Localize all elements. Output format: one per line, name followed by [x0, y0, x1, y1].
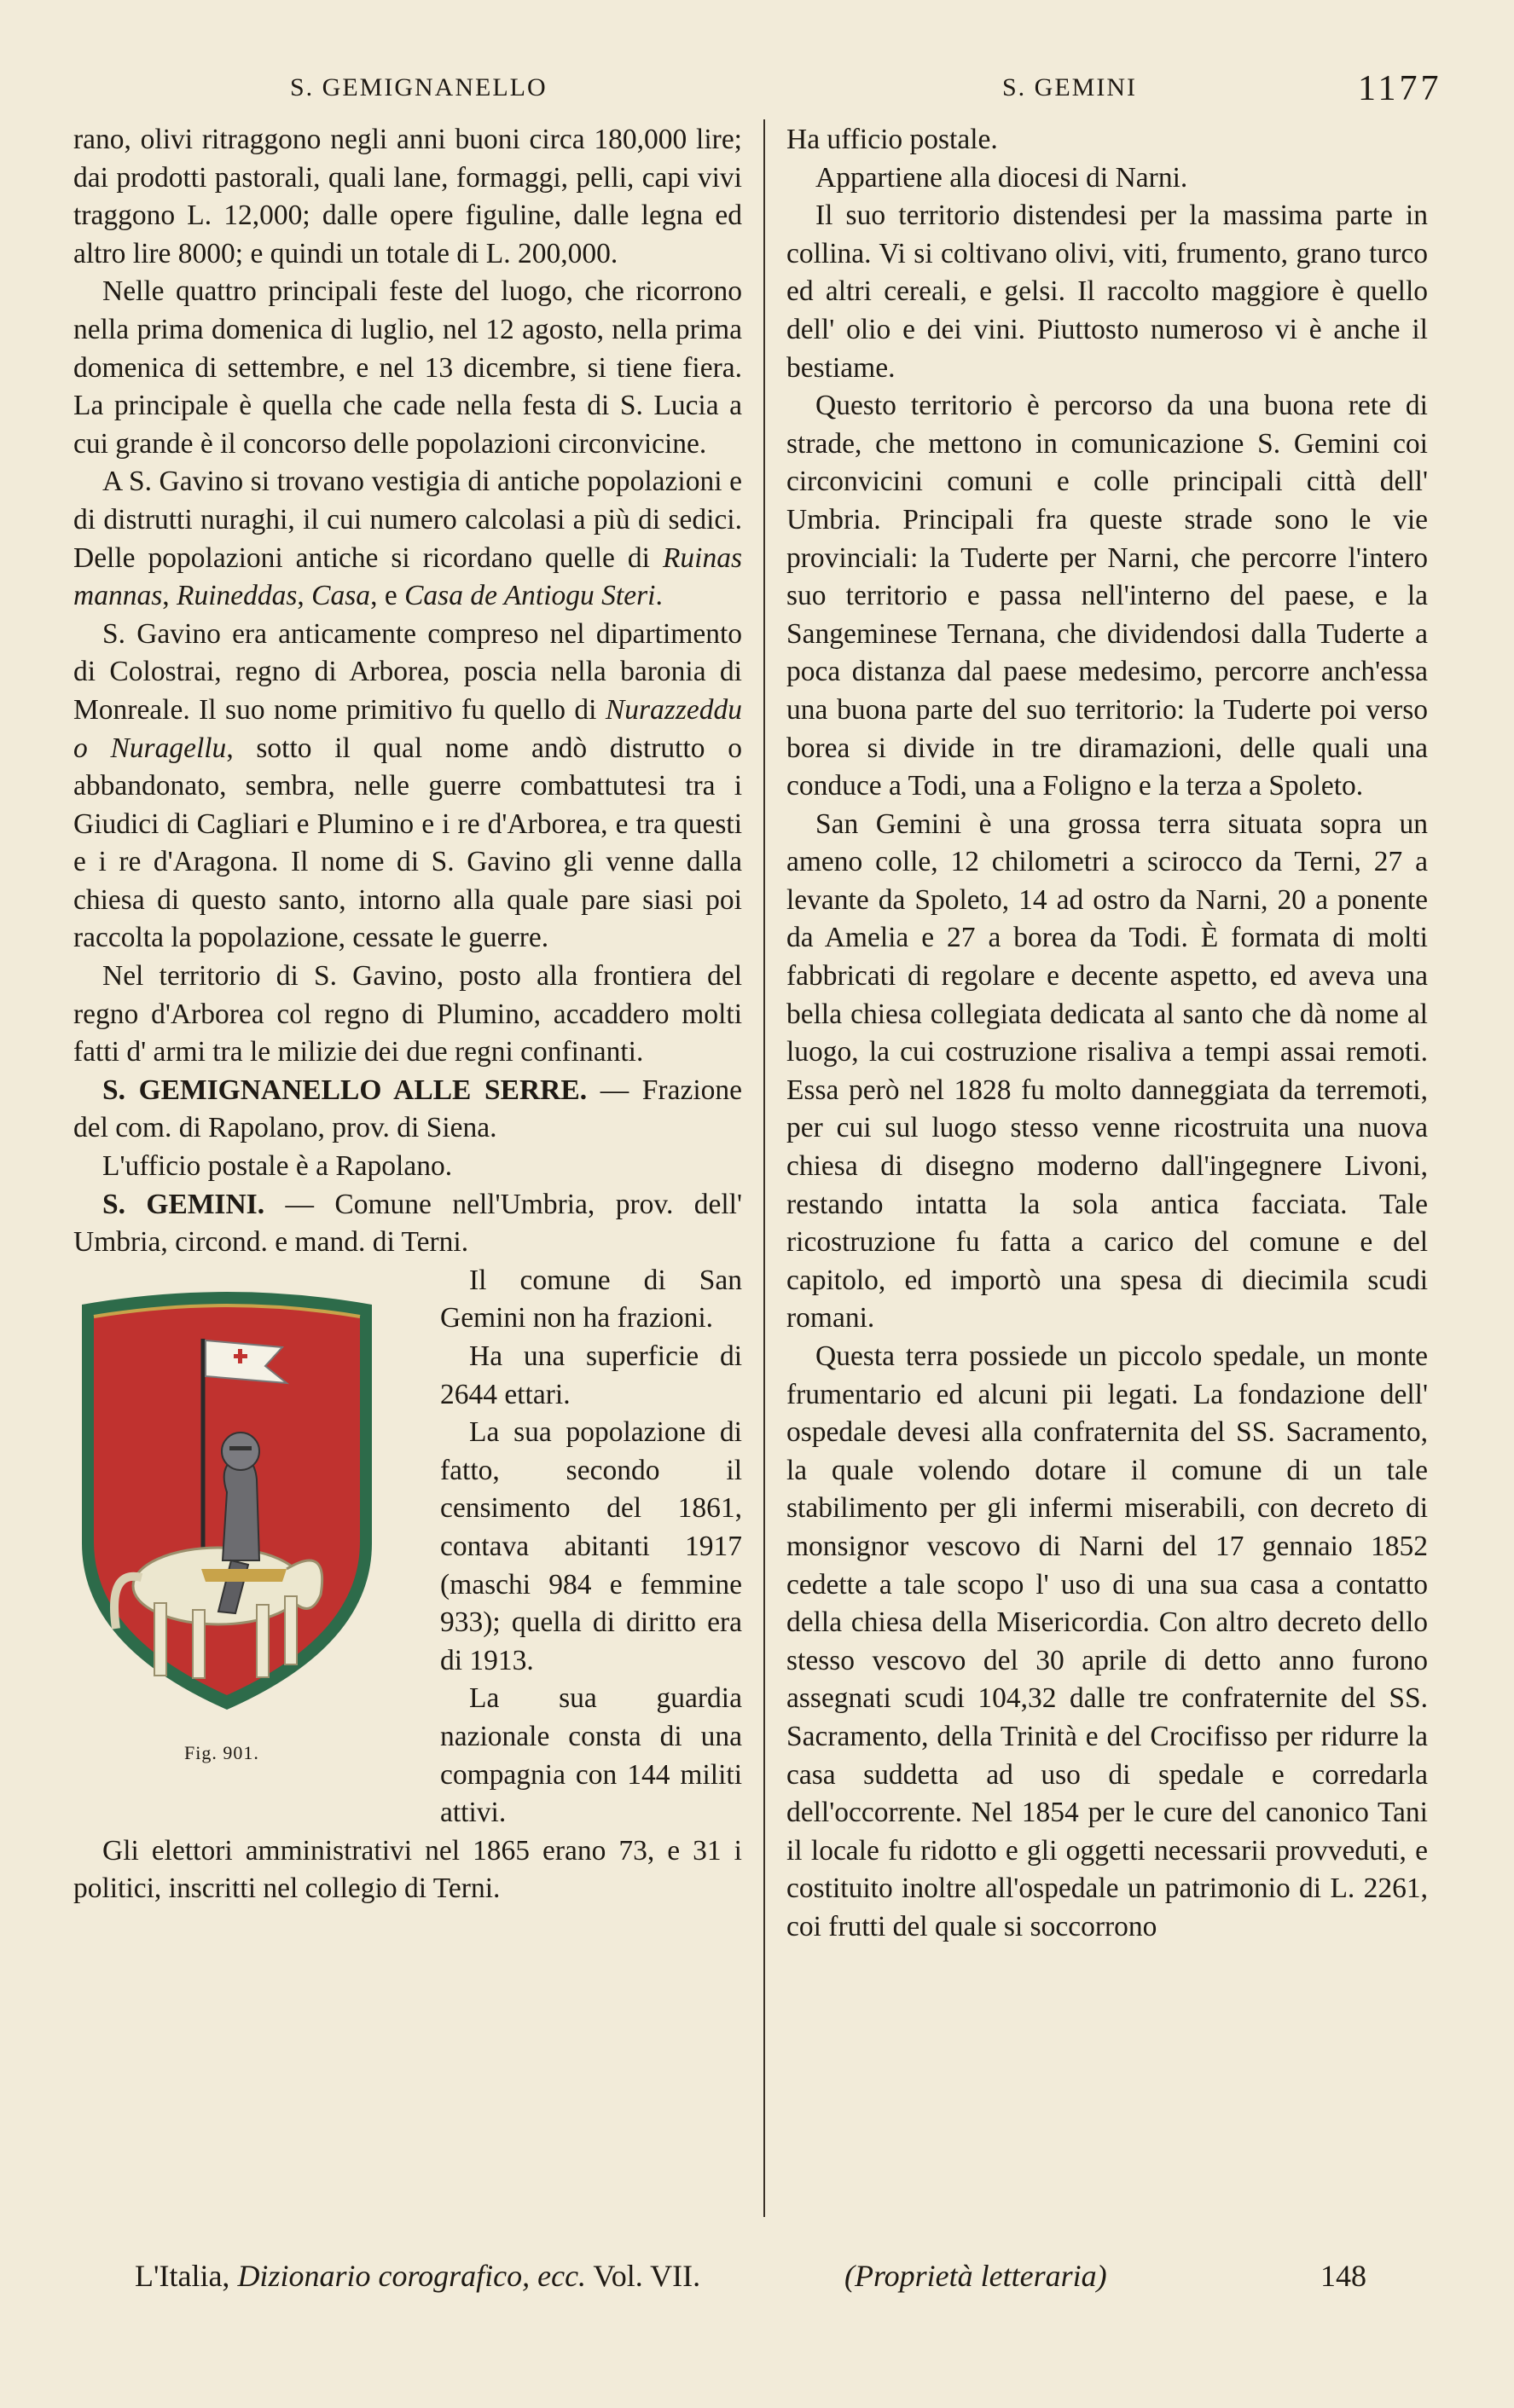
place-name: Nurazzeddu o Nuragellu: [73, 693, 742, 764]
place-name: Casa de Antiogu Steri: [404, 580, 656, 612]
footer-rights: (Proprietà letteraria): [844, 2259, 1107, 2293]
paragraph: Nel territorio di S. Gavino, posto alla frontiera del regno d'Arborea col regno di Plumino, accaddero molti fatti d' armi tra le milizie dei due regni confinanti.: [73, 960, 742, 1068]
place-name: Ruineddas: [176, 580, 298, 612]
figure-caption: Fig. 901.: [184, 1742, 259, 1764]
entry-heading: S. GEMIGNANELLO ALLE SERRE.: [102, 1074, 588, 1106]
page-number: 1177: [1358, 69, 1442, 108]
paragraph: Il suo territorio distendesi per la massima parte in collina. Vi si coltivano olivi, viti, frumento, grano turco ed altri cereali, e gelsi. Il raccolto maggiore è quello dell' olio e dei vini. Piuttosto numeroso vi è anche il bestiame.: [786, 200, 1428, 384]
paragraph: La sua popolazione di fatto, secondo il censimento del 1861, contava abitanti 1917 (maschi 984 e femmine 933); quella di diritto era di 1913.: [440, 1416, 742, 1676]
running-header-left: S. GEMIGNANELLO: [290, 73, 548, 101]
paragraph: L'ufficio postale è a Rapolano.: [102, 1150, 453, 1183]
column-divider: [763, 119, 765, 2217]
paragraph: Ha una superficie di 2644 ettari.: [440, 1340, 742, 1410]
paragraph: La sua guardia nazionale consta di una compagnia con 144 militi attivi.: [440, 1682, 742, 1829]
paragraph: A S. Gavino si trovano vestigia di antiche popolazioni e di distrutti nuraghi, il cui numero calcolasi a più di sedici. Delle popolazioni antiche si ricordano quelle di Ruinas mannas, Ruineddas, Casa, e Casa de Antiogu Steri.: [73, 466, 742, 612]
paragraph: Appartiene alla diocesi di Narni.: [815, 161, 1188, 194]
paragraph: San Gemini è una grossa terra situata sopra un ameno colle, 12 chilometri a scirocco da Terni, 27 a levante da Spoleto, 14 ad ostro da Narni, 20 a ponente da Amelia e 27 a borea da Todi. È formata di molti fabbricati di regolare e decente aspetto, ed aveva una bella chiesa collegiata dedicata al santo che dà nome al luogo, la cui costruzione risaliva a tempi assai remoti. Essa però nel 1828 fu molto danneggiata da terremoti, per cui sul luogo stesso venne ricostruita una nuova chiesa di disegno moderno dall'ingegnere Livoni, restando intatta la sola antica facciata. Tale ricostruzione fu fatta a carico del comune e del capitolo, ed importò una spesa di diecimila scudi romani.: [786, 807, 1428, 1334]
footer-citation: L'Italia, Dizionario corografico, ecc. Vol. VII.: [135, 2259, 701, 2293]
paragraph: Gli elettori amministrativi nel 1865 erano 73, e 31 i politici, inscritti nel collegio di Terni.: [73, 1834, 742, 1905]
paragraph: rano, olivi ritraggono negli anni buoni circa 180,000 lire; dai prodotti pastorali, quali lane, formaggi, pelli, capi vivi traggono L. 12,000; dalle opere figuline, dalle legna ed altro lire 8000; e quindi un totale di L. 200,000.: [73, 124, 742, 269]
paragraph: Questo territorio è percorso da una buona rete di strade, che mettono in comunicazione S. Gemini coi circonvicini comuni e colle principali città dell' Umbria. Principali fra queste strade sono le vie provinciali: la Tuderte per Narni, che percorre l'intero suo territorio e passa nell'interno del paese, e la Sangeminese Ternana, che dividendosi dalla Tuderte a poca distanza dal paese medesimo, percorre anch'essa una buona parte del suo territorio: la Tuderte poi verso borea si divide in tre diramazioni, delle quali una conduce a Todi, una a Foligno e la terza a Spoleto.: [786, 390, 1428, 802]
paragraph: Questa terra possiede un piccolo spedale, un monte frumentario ed alcuni pii legati. La fondazione dell' ospedale devesi alla confraternita del SS. Sacramento, la quale volendo dotare il comune di un tale stabilimento per gli infermi miserabili, con decreto di monsignor vescovo di Narni del 17 gennaio 1852 cedette a tale scopo l' uso di una sua casa a contatto della chiesa della Misericordia. Con altro decreto dello stesso vescovo del 30 aprile di detto anno furono assegnati scudi 104,32 dalle tre confraternite del SS. Sacramento, della Trinità e del Crocifisso per ridurre la casa suddetta ad uso di spedale e corredarla dell'occorrente. Nel 1854 per le cure del canonico Tani il locale fu ridotto e gli oggetti necessarii provveduti, e costituito inoltre all'ospedale un patrimonio di L. 2261, coi frutti del quale si soccorrono: [786, 1340, 1428, 1942]
paragraph: Il comune di San Gemini non ha frazioni.: [440, 1264, 742, 1334]
paragraph: S. Gavino era anticamente compreso nel dipartimento di Colostrai, regno di Arborea, poscia nella baronia di Monreale. Il suo nome primitivo fu quello di Nurazzeddu o Nuragellu, sotto il qual nome andò distrutto o abbandonato, sembra, nelle guerre combattutesi tra i Giudici di Cagliari e Plumino e i re d'Arborea, e tra questi e i re d'Aragona. Il nome di S. Gavino gli venne dalla chiesa di questo santo, intorno alla quale pare siasi poi raccolta la popolazione, cessate le guerre.: [73, 617, 742, 954]
entry-gemini: S. GEMINI. — Comune nell'Umbria, prov. dell' Umbria, circond. e mand. di Terni.: [73, 1188, 742, 1259]
entry-gemignanello: S. GEMIGNANELLO ALLE SERRE. — Frazione del com. di Rapolano, prov. di Siena.: [73, 1074, 742, 1144]
paragraph: Nelle quattro principali feste del luogo, che ricorrono nella prima domenica di luglio, nel 12 agosto, nella prima domenica di settembre, e nel 13 dicembre, si tiene fiera. La principale è quella che cade nella festa di S. Lucia a cui grande è il concorso delle popolazioni circonvicine.: [73, 275, 742, 460]
right-column: [786, 121, 1428, 1947]
left-column: [73, 121, 742, 1908]
paragraph: Ha ufficio postale.: [786, 124, 998, 155]
signature-number: 148: [1320, 2259, 1366, 2293]
figure-wrap: [73, 1262, 742, 1908]
entry-heading: S. GEMINI.: [102, 1188, 265, 1220]
place-name: Casa: [311, 580, 371, 612]
running-header-right: S. GEMINI: [1002, 73, 1137, 101]
figure: [73, 1262, 440, 1825]
place-name: Ruinas mannas: [73, 541, 742, 612]
coat-of-arms-icon: [73, 1288, 380, 1714]
